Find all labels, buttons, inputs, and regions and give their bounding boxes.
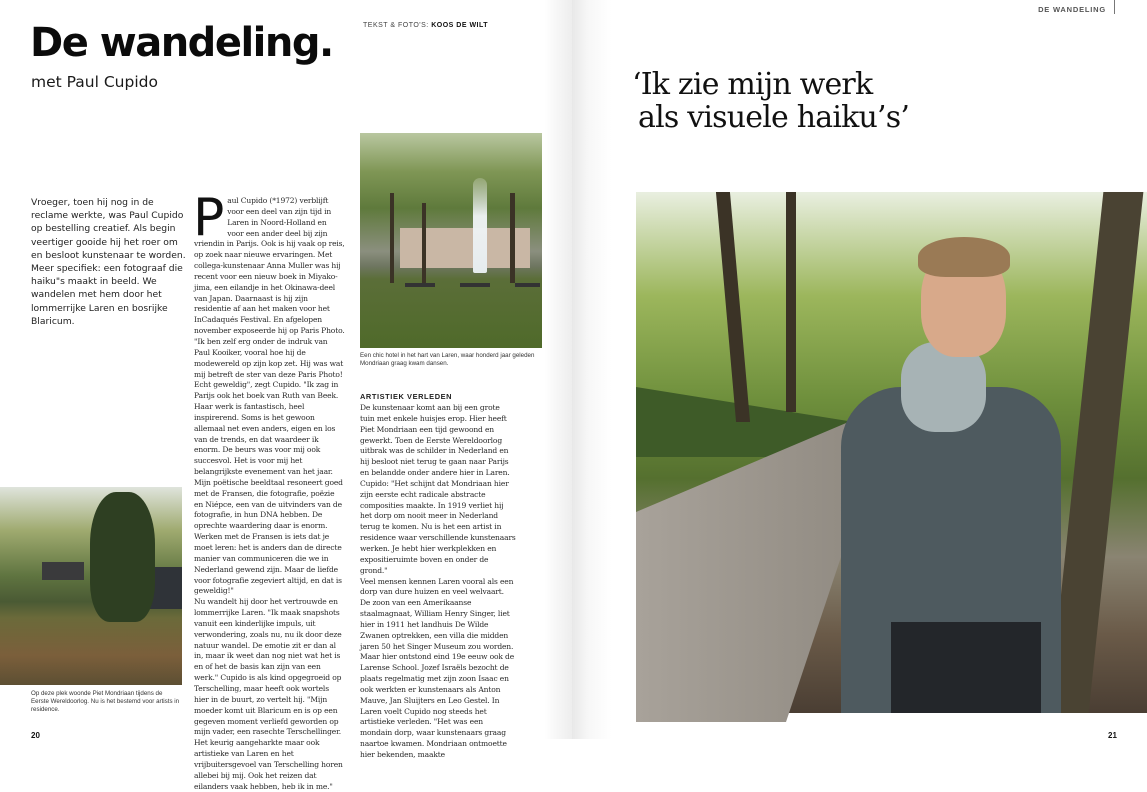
running-head: DE WANDELING: [1038, 5, 1106, 14]
article-title: De wandeling.: [30, 20, 333, 66]
page-number: 21: [1108, 731, 1117, 740]
byline-author: KOOS DE WILT: [431, 22, 489, 29]
spine-shadow: [544, 0, 572, 739]
person-hair-shape: [918, 237, 1010, 277]
pull-quote-line: ‘Ik zie mijn werk: [632, 67, 873, 102]
photo-mondriaan-garden: [0, 487, 182, 685]
byline: [363, 22, 488, 29]
photo-caption: Een chic hotel in het hart van Laren, waar honderd jaar geleden Mondriaan graag kwam dansen.: [360, 352, 535, 367]
byline-label: TEKST & FOTO'S:: [363, 22, 429, 29]
left-page: [0, 0, 572, 791]
body-paragraph: aul Cupido (*1972) verblijft voor een deel van zijn tijd in Laren in Noord-Holland en voor een ander deel bij zijn vriendin in Parijs. Ook is hij vaak op reis, op zoek naar nieuwe ervaringen. Met collega-kunstenaar Anna Muller was hij recent voor een nieuw boek in Miyako-jima, een eilandje in het Okinawa-deel van Japan. Daarnaast is hij zijn residentie af aan het maken voor het InCadaqués Festival. En afgelopen november exposeerde hij op Paris Photo. "Ik ben zelf erg onder de indruk van Paul Kooiker, vooral hoe hij de modewereld op zijn kop zet. Hij was wat mij betreft de ster van deze Paris Photo! Echt geweldig", zegt Cupido. "Ik zag in Parijs ook het boek van Ruth van Beek. Haar werk is fantastisch, heel inspirerend. Soms is het gewoon allemaal net even anders, eigen en los van de trends, en dat waardeer ik enorm. De beurs was voor mij ook succesvol. Het is voor mij het belangrijkste evenement van het jaar. Mijn poëtische beeldtaal resoneert goed met de Fransen, die fotografie, poëzie en Niépce, een van de uitvinders van de fotografie, in hun DNA hebben. De oprechte waardering daar is enorm. Werken met de Fransen is iets dat je moet leren: het is anders dan de directe manier van communiceren die we in Nederland gewend zijn. Maar de liefde voor fotografie zegeviert altijd, en dat is geweldig!": [194, 196, 345, 596]
body-paragraph: Veel mensen kennen Laren vooral als een dorp van dure huizen en veel welvaart. De zoon van een Amerikaanse staalmagnaat, William Henry Singer, liet hier in 1911 het landhuis De Wilde Zwanen optrekken, een villa die midden jaren 50 het Singer Museum zou worden. Maar hier ontstond eind 19e eeuw ook de Larense School. Jozef Israëls bezocht de plaats regelmatig met zijn zoon Isaac en ook werkten er kunstenaars als Anton Mauve, Jan Sluijters en Leo Gestel. In Laren voelt Cupido nog steeds het artistieke verleden. "Het was een mondain dorp, waar kunstenaars graag naartoe kwamen. Mondriaan ontmoette hier bekenden, maakte: [360, 576, 515, 759]
spine-shadow: [572, 0, 612, 739]
tree-trunk-shape: [422, 203, 426, 283]
photo-caption: Op deze plek woonde Piet Mondriaan tijdens de Eerste Wereldoorlog. Nu is het bestemd voor artists in residence.: [31, 690, 180, 713]
running-head-rule: [1114, 0, 1115, 14]
drop-cap: P: [193, 188, 225, 248]
page-number: 20: [31, 731, 40, 740]
intro-paragraph: Vroeger, toen hij nog in de reclame werkte, was Paul Cupido op bestelling creatief. Als begin veertiger gooide hij het roer om en besloot kunstenaar te worden. Meer specifiek: een fotograaf die haiku"s maakt in beeld. We wandelen met hem door het lommerrijke Laren en bosrijke Blaricum.: [31, 197, 186, 327]
tree-trunk-shape: [390, 193, 394, 283]
tree-trunk-shape: [786, 192, 796, 412]
bench-shape: [405, 283, 435, 287]
tree-trunk-shape: [716, 192, 750, 422]
body-column-1: [193, 188, 345, 792]
tree-trunk-shape: [510, 193, 515, 283]
bench-shape: [460, 283, 490, 287]
body-paragraph: De kunstenaar komt aan bij een grote tuin met enkele huisjes erop. Hier heeft Piet Mondriaan een tijd gewoond en gewerkt. Toen de Eerste Wereldoorlog uitbrak was de schilder in Nederland en hij besloot niet terug te gaan naar Parijs en belandde onder andere hier in Laren. Cupido: "Het schijnt dat Mondriaan hier zijn eerste echt radicale abstracte composities maakte. In 1919 verliet hij het dorp om nooit meer in Nederland terug te komen. Nu is het een artist in residence waar verschillende kunstenaars werken. Je hebt hier werkplekken en expositieruimte boven en onder de grond.": [360, 403, 516, 575]
section-heading: ARTISTIEK VERLEDEN: [360, 392, 453, 401]
photo-portrait-paul-cupido: [636, 192, 1147, 713]
bench-shape: [515, 283, 540, 287]
article-subtitle: met Paul Cupido: [31, 73, 158, 91]
house-shape: [42, 562, 84, 580]
pull-quote-line: als visuele haiku’s’: [638, 100, 910, 135]
pull-quote: [632, 68, 909, 134]
body-paragraph: Nu wandelt hij door het vertrouwde en lommerrijke Laren. "Ik maak snapshots vanuit een kinderlijke impuls, uit verwondering, zoals nu, nu ik door deze natuur wandel. De emotie zit er dan al in, maar ik weet dan nog niet wat het is en of het de basis kan zijn van een werk." Cupido is als kind opgegroeid op Terschelling, maar heeft ook wortels hier in de buurt, zo vertelt hij. "Mijn moeder komt uit Blaricum en is op een gegeven moment verliefd geworden op mijn vader, een rasechte Terschellinger. Het keurig aangeharkte maar ook artistieke van Laren en het vrijbuitersgevoel van Terschelling horen allebei bij mij. Ook het reizen dat eilanders vaak hebben, heb ik in me.": [194, 597, 343, 791]
tree-trunk-shape: [1049, 192, 1144, 713]
person-trousers-shape: [891, 622, 1041, 713]
body-column-2: [360, 403, 516, 761]
tree-shape: [90, 492, 155, 622]
photo-fountain-park: [360, 133, 542, 348]
fountain-shape: [473, 178, 487, 273]
